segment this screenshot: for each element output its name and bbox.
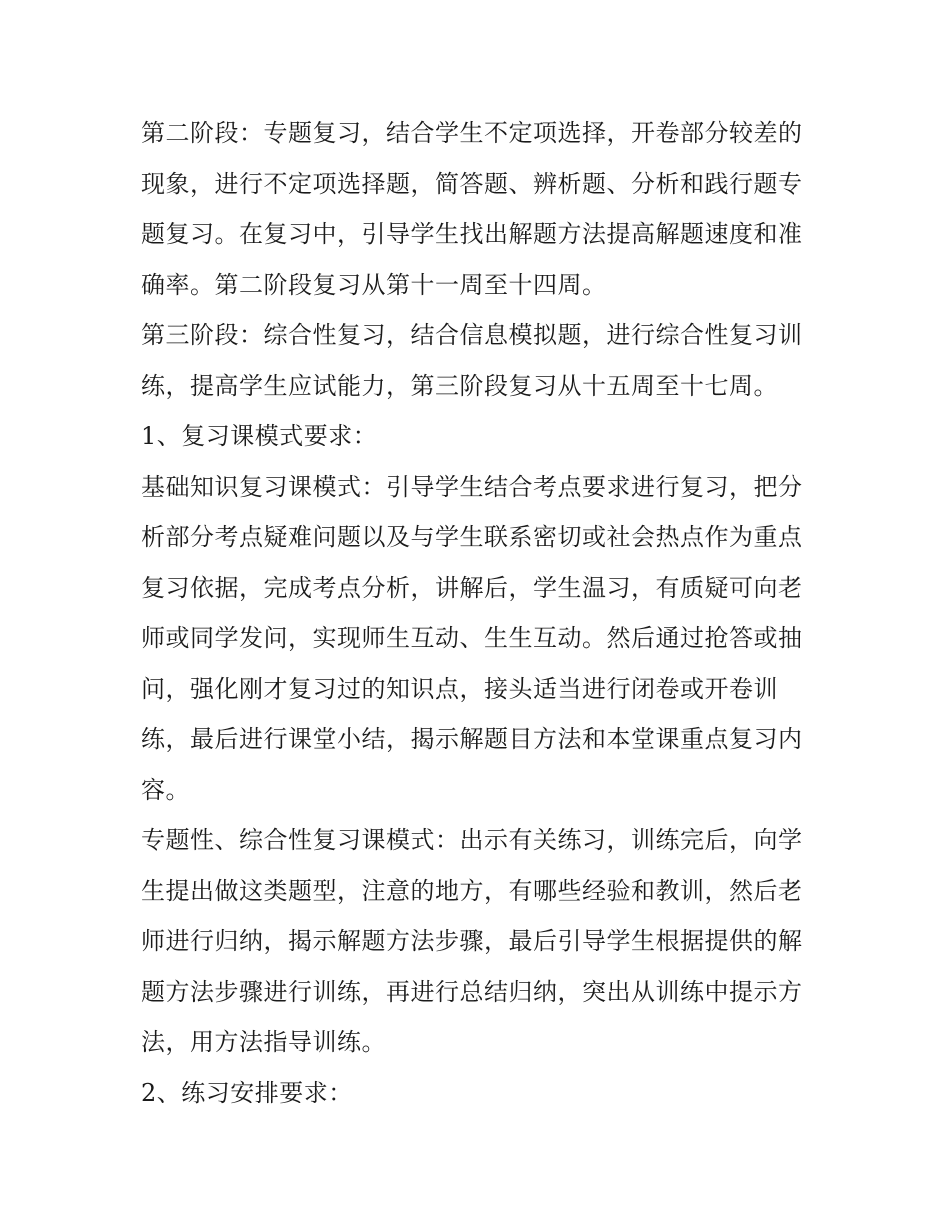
text-line: 练，最后进行课堂小结，揭示解题目方法和本堂课重点复习内 xyxy=(141,725,803,753)
document-body xyxy=(141,108,821,1118)
text-line: 生提出做这类题型，注意的地方，有哪些经验和教训，然后老 xyxy=(141,876,803,905)
text-line: 法，用方法指导训练。 xyxy=(141,1028,386,1056)
section-heading: 1、复习课模式要求： xyxy=(141,422,378,450)
text-line: 师进行归纳，揭示解题方法步骤，最后引导学生根据提供的解 xyxy=(141,927,803,955)
text-line: 题方法步骤进行训练，再进行总结归纳，突出从训练中提示方 xyxy=(141,977,803,1006)
text-line: 练，提高学生应试能力，第三阶段复习从十五周至十七周。 xyxy=(141,371,778,400)
text-line: 容。 xyxy=(141,775,190,804)
text-line: 确率。第二阶段复习从第十一周至十四周。 xyxy=(141,270,607,299)
text-line: 问，强化刚才复习过的知识点，接头适当进行闭卷或开卷训 xyxy=(141,674,778,703)
text-line: 现象，进行不定项选择题，简答题、辨析题、分析和践行题专 xyxy=(141,169,803,198)
text-line: 题复习。在复习中，引导学生找出解题方法提高解题速度和准 xyxy=(141,220,803,248)
text-line: 析部分考点疑难问题以及与学生联系密切或社会热点作为重点 xyxy=(141,523,803,551)
text-line: 师或同学发问，实现师生互动、生生互动。然后通过抢答或抽 xyxy=(141,624,803,652)
text-line: 专题性、综合性复习课模式：出示有关练习，训练完后，向学 xyxy=(141,826,803,854)
text-line: 第二阶段：专题复习，结合学生不定项选择，开卷部分较差的 xyxy=(141,119,803,147)
text-line: 第三阶段：综合性复习，结合信息模拟题，进行综合性复习训 xyxy=(141,321,803,349)
text-line: 复习依据，完成考点分析，讲解后，学生温习，有质疑可向老 xyxy=(141,573,803,602)
text-line: 基础知识复习课模式：引导学生结合考点要求进行复习，把分 xyxy=(141,472,803,501)
section-heading: 2、练习安排要求： xyxy=(141,1078,353,1107)
